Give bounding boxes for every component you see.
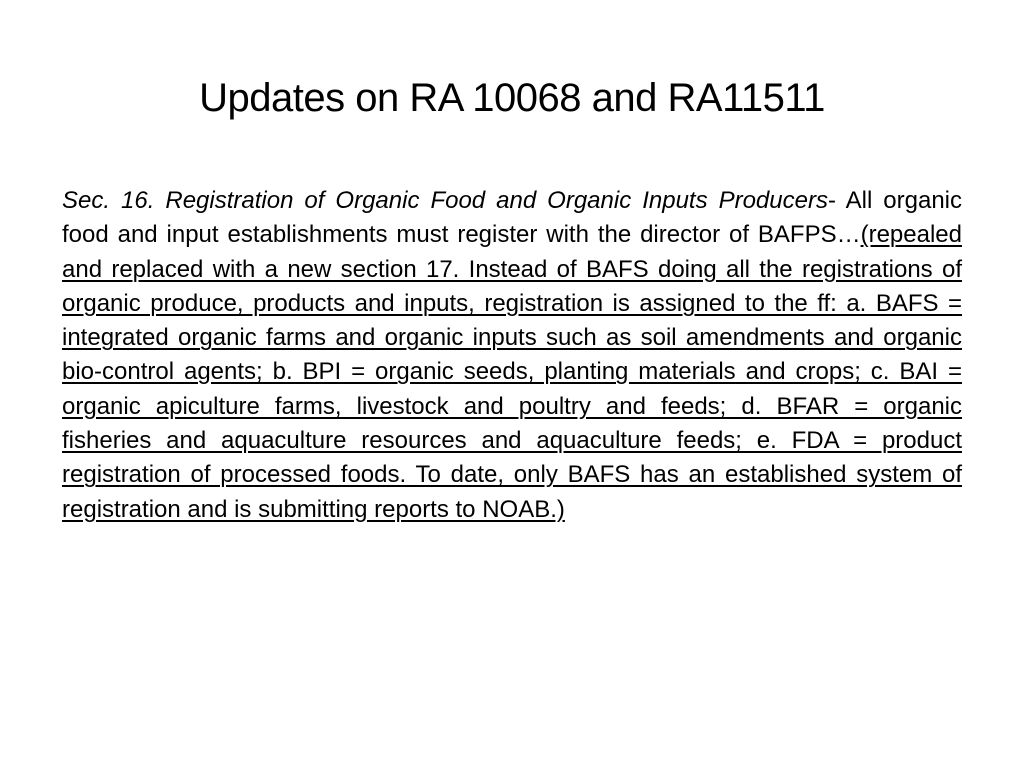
repealed-note: (repealed and replaced with a new section 17. Instead of BAFS doing all the registrations of organic produce, products and inputs, registration is assigned to the ff: a. BAFS = integrated organic farms and organic inputs such as soil amendments and organic bio-control agents; b. BPI = organic seeds, planting materials and crops; c. BAI = organic apiculture farms, livestock and poultry and feeds; d. BFAR = organic fisheries and aquaculture resources and aquaculture feeds; e. FDA = product registration of processed foods. To date, only BAFS has an established system of registration and is submitting reports to NOAB.)	[62, 221, 962, 523]
section-heading: Sec. 16. Registration of Organic Food and Organic Inputs Producers	[62, 187, 828, 214]
slide-title: Updates on RA 10068 and RA11511	[199, 76, 825, 120]
body-paragraph	[62, 184, 962, 527]
original-provision-text: - All organic food and input establishments must register with the director of BAFPS…	[62, 187, 963, 249]
